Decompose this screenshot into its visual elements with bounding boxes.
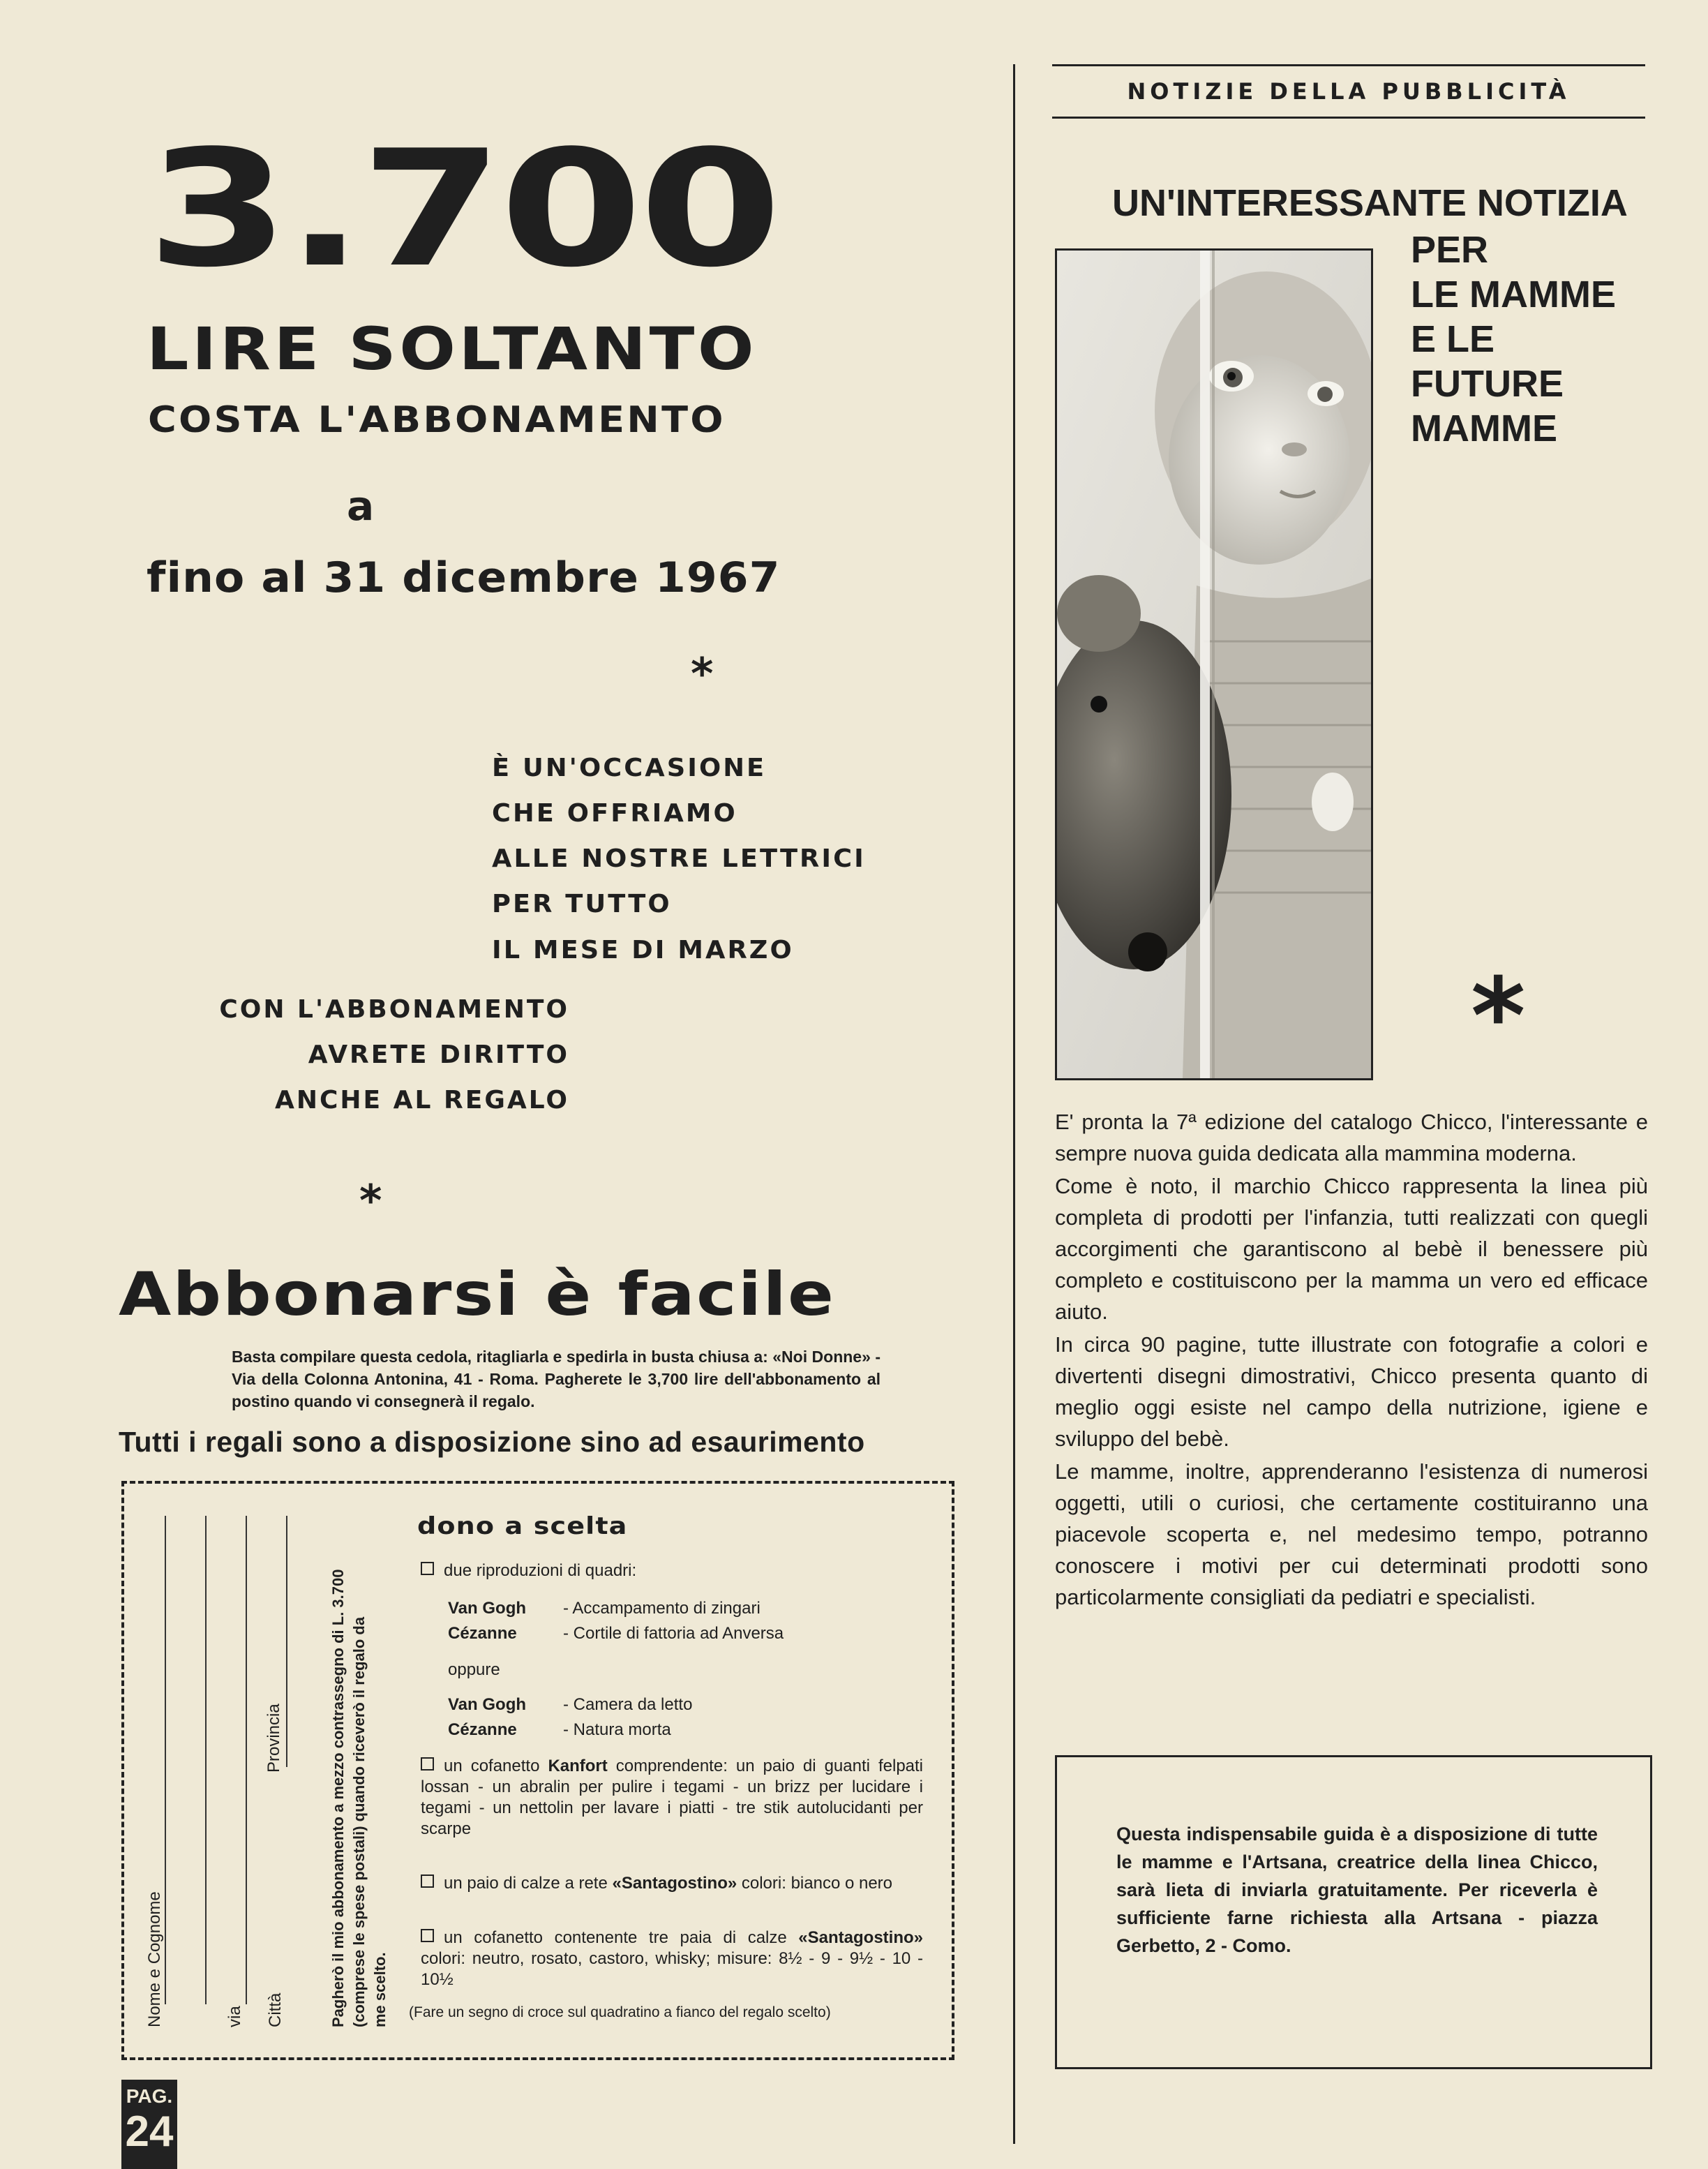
occasione-line: ALLE NOSTRE LETTRICI: [492, 844, 866, 873]
price-headline: 3.700: [147, 117, 779, 303]
pagamento-line: Pagherò il mio abbonamento a mezzo contrassegno di L. 3.700: [329, 1569, 347, 2027]
via-line[interactable]: [205, 1516, 207, 2004]
section-header-text: NOTIZIE DELLA PUBBLICITÀ: [1127, 78, 1571, 105]
page-number-badge: [121, 2080, 177, 2169]
notizia-subtitle: PER LE MAMME E LE FUTURE MAMME: [1411, 229, 1616, 449]
child-photo-illustration: [1057, 251, 1371, 1078]
coupon-note: (Fare un segno di croce sul quadratino a fianco del regalo scelto): [409, 2004, 831, 2020]
field-provincia-label: Provincia: [264, 1704, 283, 1773]
abbonamento-line: AVRETE DIRITTO: [308, 1041, 569, 1069]
column-divider: [1013, 64, 1015, 2144]
article-paragraph: E' pronta la 7ª edizione del catalogo Chicco, l'interessante e sempre nuova guida dedicata alla mammina moderna.: [1055, 1110, 1648, 1165]
occasione-line: IL MESE DI MARZO: [492, 936, 794, 964]
abbonarsi-facile-heading: Abbonarsi è facile: [119, 1260, 836, 1329]
asterisk-icon: *: [359, 1175, 382, 1226]
dono-a-scelta-heading: dono a scelta: [417, 1512, 628, 1540]
checkbox[interactable]: [421, 1562, 434, 1575]
guida-text: Questa indispensabile guida è a disposizione di tutte le mamme e l'Artsana, creatrice della linea Chicco, sarà lieta di inviarla gratuitamente. Per riceverla è sufficiente farne richiesta alla Artsana - piazza Gerbetto, 2 - Como.: [1116, 1824, 1598, 1956]
oppure-label: oppure: [448, 1660, 500, 1679]
asterisk-icon: *: [1471, 956, 1526, 1078]
gift-label: due riproduzioni di quadri:: [444, 1561, 637, 1580]
checkbox[interactable]: [421, 1929, 434, 1942]
magazine-name-placeholder: a: [347, 482, 375, 530]
regali-disponibili-note: Tutti i regali sono a disposizione sino ad esaurimento: [119, 1426, 865, 1458]
quadro-row: Cézanne - Natura morta: [448, 1720, 671, 1739]
occasione-line: CHE OFFRIAMO: [492, 799, 737, 828]
gift-option-quadri[interactable]: [421, 1560, 636, 1581]
deadline-heading: fino al 31 dicembre 1967: [147, 553, 781, 602]
page-label: PAG.: [126, 2085, 173, 2107]
provincia-line[interactable]: [286, 1516, 287, 1767]
costa-abbonamento-heading: COSTA L'ABBONAMENTO: [148, 399, 726, 441]
article-paragraph: Come è noto, il marchio Chicco rappresenta la linea più completa di prodotti per l'infanzia, tutti realizzati con quegli accorgimenti che garantiscono al bebè il benessere più completo e costituiscono per la mamma un vero ed efficace aiuto.: [1055, 1174, 1648, 1324]
child-with-teddy-photo: [1055, 248, 1373, 1080]
checkbox[interactable]: [421, 1757, 434, 1771]
article-body: [1055, 1106, 1648, 1614]
occasione-line: PER TUTTO: [492, 890, 672, 918]
page-number: 24: [125, 2108, 174, 2156]
gift-option-calze-cofanetto[interactable]: un cofanetto contenente tre paia di calze «Santagostino» colori: neutro, rosato, castoro, whisky; misure: 8½ - 9 - 9½ - 10 - 10½: [421, 1928, 923, 1989]
lire-soltanto-heading: LIRE SOLTANTO: [147, 315, 758, 383]
abbonamento-line: CON L'ABBONAMENTO: [219, 995, 569, 1024]
article-paragraph: In circa 90 pagine, tutte illustrate con fotografie a colori e divertenti disegni dimostrativi, Chicco presenta quanto di meglio oggi esiste nel campo della nutrizione, igiene e sviluppo del bebè.: [1055, 1332, 1648, 1451]
quadro-row: Van Gogh - Accampamento di zingari: [448, 1599, 761, 1618]
notizia-title: UN'INTERESSANTE NOTIZIA: [1112, 182, 1628, 224]
pagamento-line: (comprese le spese postali) quando riceverò il regalo da: [350, 1616, 368, 2027]
checkbox[interactable]: [421, 1874, 434, 1888]
field-citta-label: Città: [266, 1992, 285, 2027]
quadro-row: Van Gogh - Camera da letto: [448, 1695, 693, 1714]
nome-line[interactable]: [165, 1516, 166, 2004]
article-paragraph: Le mamme, inoltre, apprenderanno l'esistenza di numerosi oggetti, utili o curiosi, che certamente costituiranno una piacevole scoperta e, nel medesimo tempo, potranno conoscere i motivi per cui determinati prodotti sono particolarmente consigliati da pediatri e specialisti.: [1055, 1459, 1648, 1609]
quadro-row: Cézanne - Cortile di fattoria ad Anversa: [448, 1624, 784, 1643]
gift-option-kanfort[interactable]: un cofanetto Kanfort comprendente: un paio di guanti felpati lossan - un abralin per pulire i tegami - un brizz per lucidare i tegami - un nettolin per lavare i piatti - tre stik autolucidanti per scarpe: [421, 1757, 924, 1838]
instructions-text: Basta compilare questa cedola, ritagliarla e spedirla in busta chiusa a: «Noi Donne» - Via della Colonna Antonina, 41 - Roma. Pagherete le 3,700 lire dell'abbonamento al postino quando vi consegnerà il regalo.: [232, 1348, 881, 1410]
field-via-label: via: [225, 2006, 244, 2027]
field-nome-label: Nome e Cognome: [145, 1891, 164, 2027]
asterisk-icon: *: [691, 648, 714, 699]
pagamento-line: me scelto.: [371, 1952, 389, 2027]
gift-option-calze-rete[interactable]: un paio di calze a rete «Santagostino» colori: bianco o nero: [421, 1873, 923, 1894]
abbonamento-line: ANCHE AL REGALO: [275, 1086, 569, 1115]
section-header: [1052, 64, 1645, 119]
citta-line[interactable]: [246, 1516, 247, 2004]
occasione-line: È UN'OCCASIONE: [492, 754, 767, 782]
